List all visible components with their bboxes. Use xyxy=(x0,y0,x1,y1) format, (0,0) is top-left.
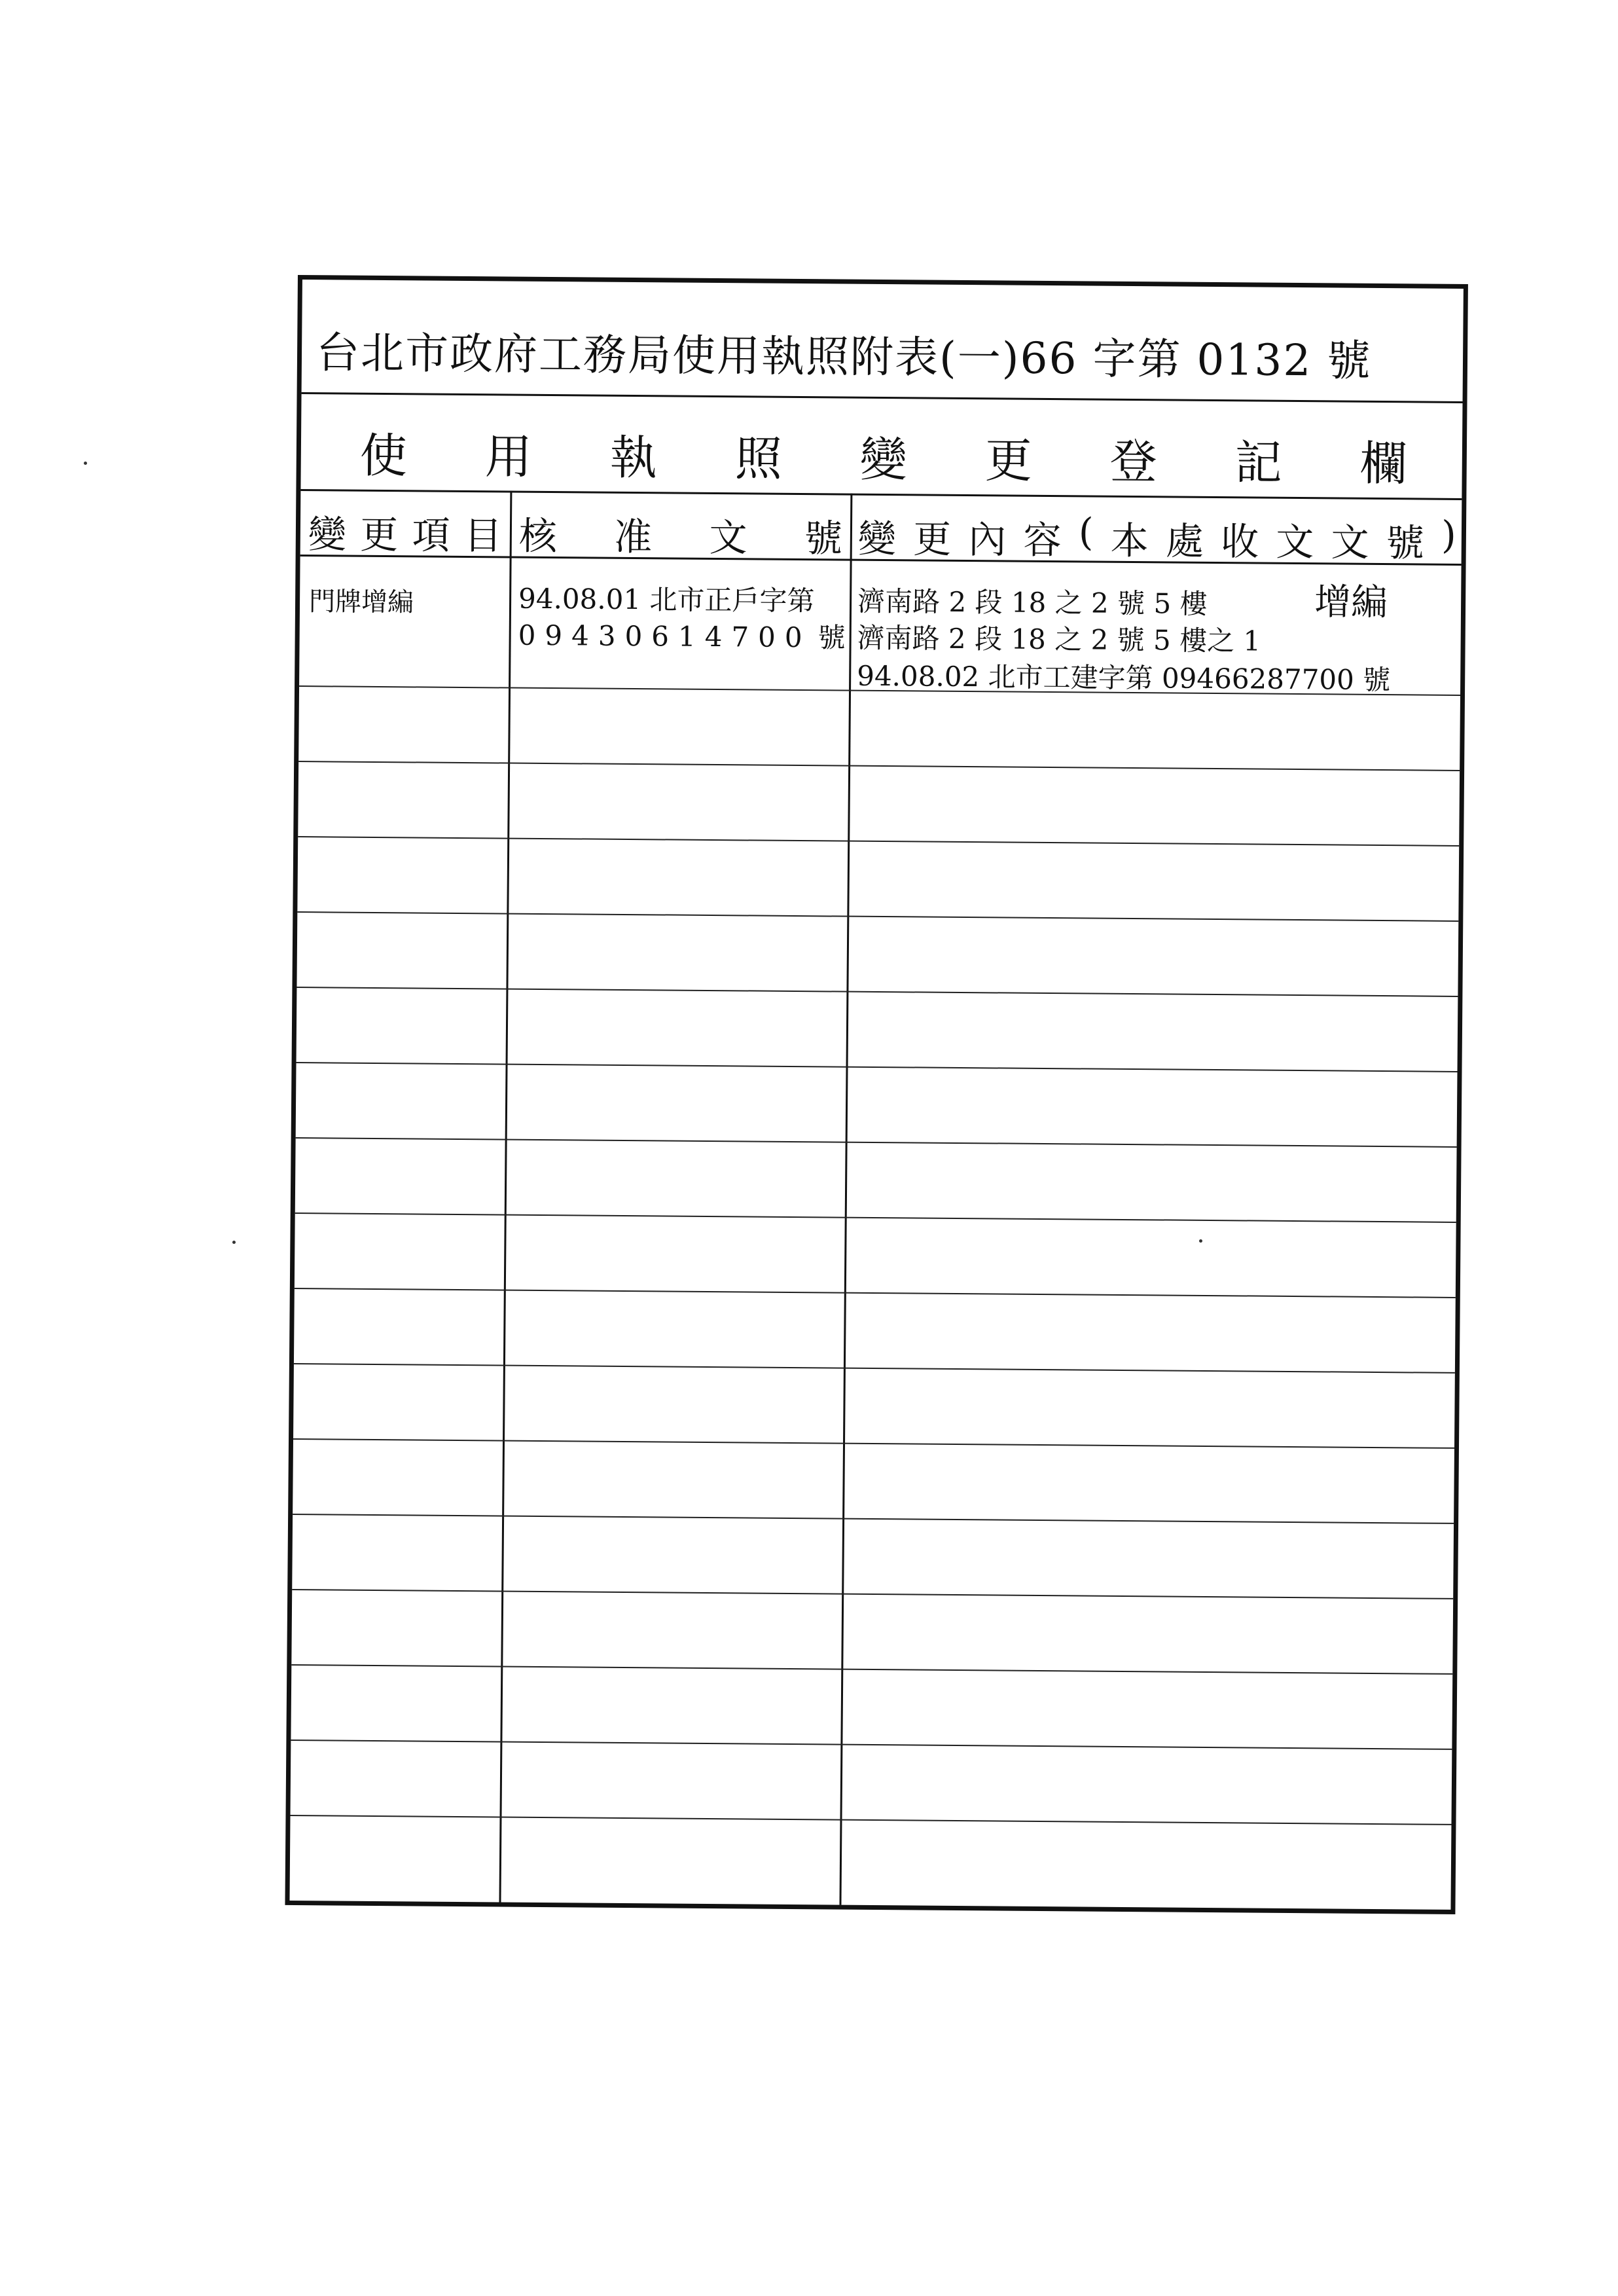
scan-speck xyxy=(84,462,87,465)
row-separator xyxy=(291,1664,1452,1675)
title-row xyxy=(302,280,1464,403)
row-separator xyxy=(296,1137,1457,1148)
subtitle-char: 欄 xyxy=(1359,435,1408,492)
subtitle-char: 記 xyxy=(1234,435,1283,490)
subtitle-char: 更 xyxy=(984,433,1033,488)
subtitle-char: 變 xyxy=(859,431,908,488)
header-char: 收 xyxy=(1220,519,1259,564)
header-char: 文 xyxy=(1331,520,1369,565)
header-char: 項 xyxy=(412,513,450,558)
entry-content-line1: 濟南路 2 段 18 之 2 號 5 樓 xyxy=(857,585,1208,620)
header-char: ) xyxy=(1441,512,1457,557)
row-separator xyxy=(297,1062,1458,1072)
subtitle-char: 照 xyxy=(734,431,783,486)
subtitle-char: 使 xyxy=(359,428,408,484)
header-char: 號 xyxy=(804,516,843,561)
header-char: 更 xyxy=(359,512,399,558)
header-char: 更 xyxy=(912,517,952,562)
approval-number: 09430614700 xyxy=(518,619,812,654)
header-char: 變 xyxy=(857,516,897,562)
row-separator xyxy=(291,1740,1452,1750)
row-separator xyxy=(294,1363,1455,1374)
row-separator xyxy=(297,911,1458,922)
entry-content-tag: 增編 xyxy=(1314,581,1388,625)
column-header-row xyxy=(300,489,1462,566)
subtitle-row xyxy=(300,392,1462,500)
header-char: 文 xyxy=(1276,519,1314,565)
row-separator xyxy=(298,761,1460,771)
approval-suffix: 號 xyxy=(818,621,846,654)
header-char: 容 xyxy=(1023,517,1062,563)
column-divider xyxy=(839,494,852,1905)
header-approval-ref xyxy=(519,505,843,563)
entry-approval-ref-line1: 94.08.01 北市正戶字第 xyxy=(518,582,815,617)
header-char: 本 xyxy=(1110,518,1149,564)
form-subtitle xyxy=(359,418,1407,494)
column-divider xyxy=(499,491,512,1903)
subtitle-char: 登 xyxy=(1109,433,1158,490)
row-separator xyxy=(292,1589,1453,1599)
header-char: 准 xyxy=(613,514,653,560)
row-separator xyxy=(298,836,1459,847)
row-separator xyxy=(293,1514,1454,1524)
entry-approval-ref-line2 xyxy=(518,614,845,656)
row-separator xyxy=(291,1815,1452,1825)
header-char: 目 xyxy=(463,513,503,558)
row-separator xyxy=(295,1288,1456,1298)
header-change-content xyxy=(858,508,1457,568)
entry-content-line3: 94.08.02 北市工建字第 09466287700 號 xyxy=(857,659,1391,697)
header-char: 內 xyxy=(968,517,1007,562)
header-char: 核 xyxy=(518,513,558,559)
header-char: 變 xyxy=(308,512,347,557)
subtitle-char: 用 xyxy=(484,429,533,484)
header-change-item xyxy=(308,503,503,560)
license-change-form xyxy=(285,275,1468,1914)
form-title: 台北市政府工務局使用執照附表(一)66 字第 0132 號 xyxy=(315,327,1372,386)
subtitle-char: 執 xyxy=(609,429,658,486)
header-char: 號 xyxy=(1386,520,1425,566)
header-char: 文 xyxy=(709,515,747,560)
header-char: ( xyxy=(1078,509,1094,555)
row-separator xyxy=(297,987,1458,997)
row-separator xyxy=(295,1212,1456,1223)
scan-speck xyxy=(232,1241,236,1244)
entry-change-item: 門牌增編 xyxy=(308,587,414,618)
entry-content-line2: 濟南路 2 段 18 之 2 號 5 樓之 1 xyxy=(857,621,1261,657)
row-separator xyxy=(293,1438,1454,1449)
header-char: 處 xyxy=(1165,519,1204,564)
